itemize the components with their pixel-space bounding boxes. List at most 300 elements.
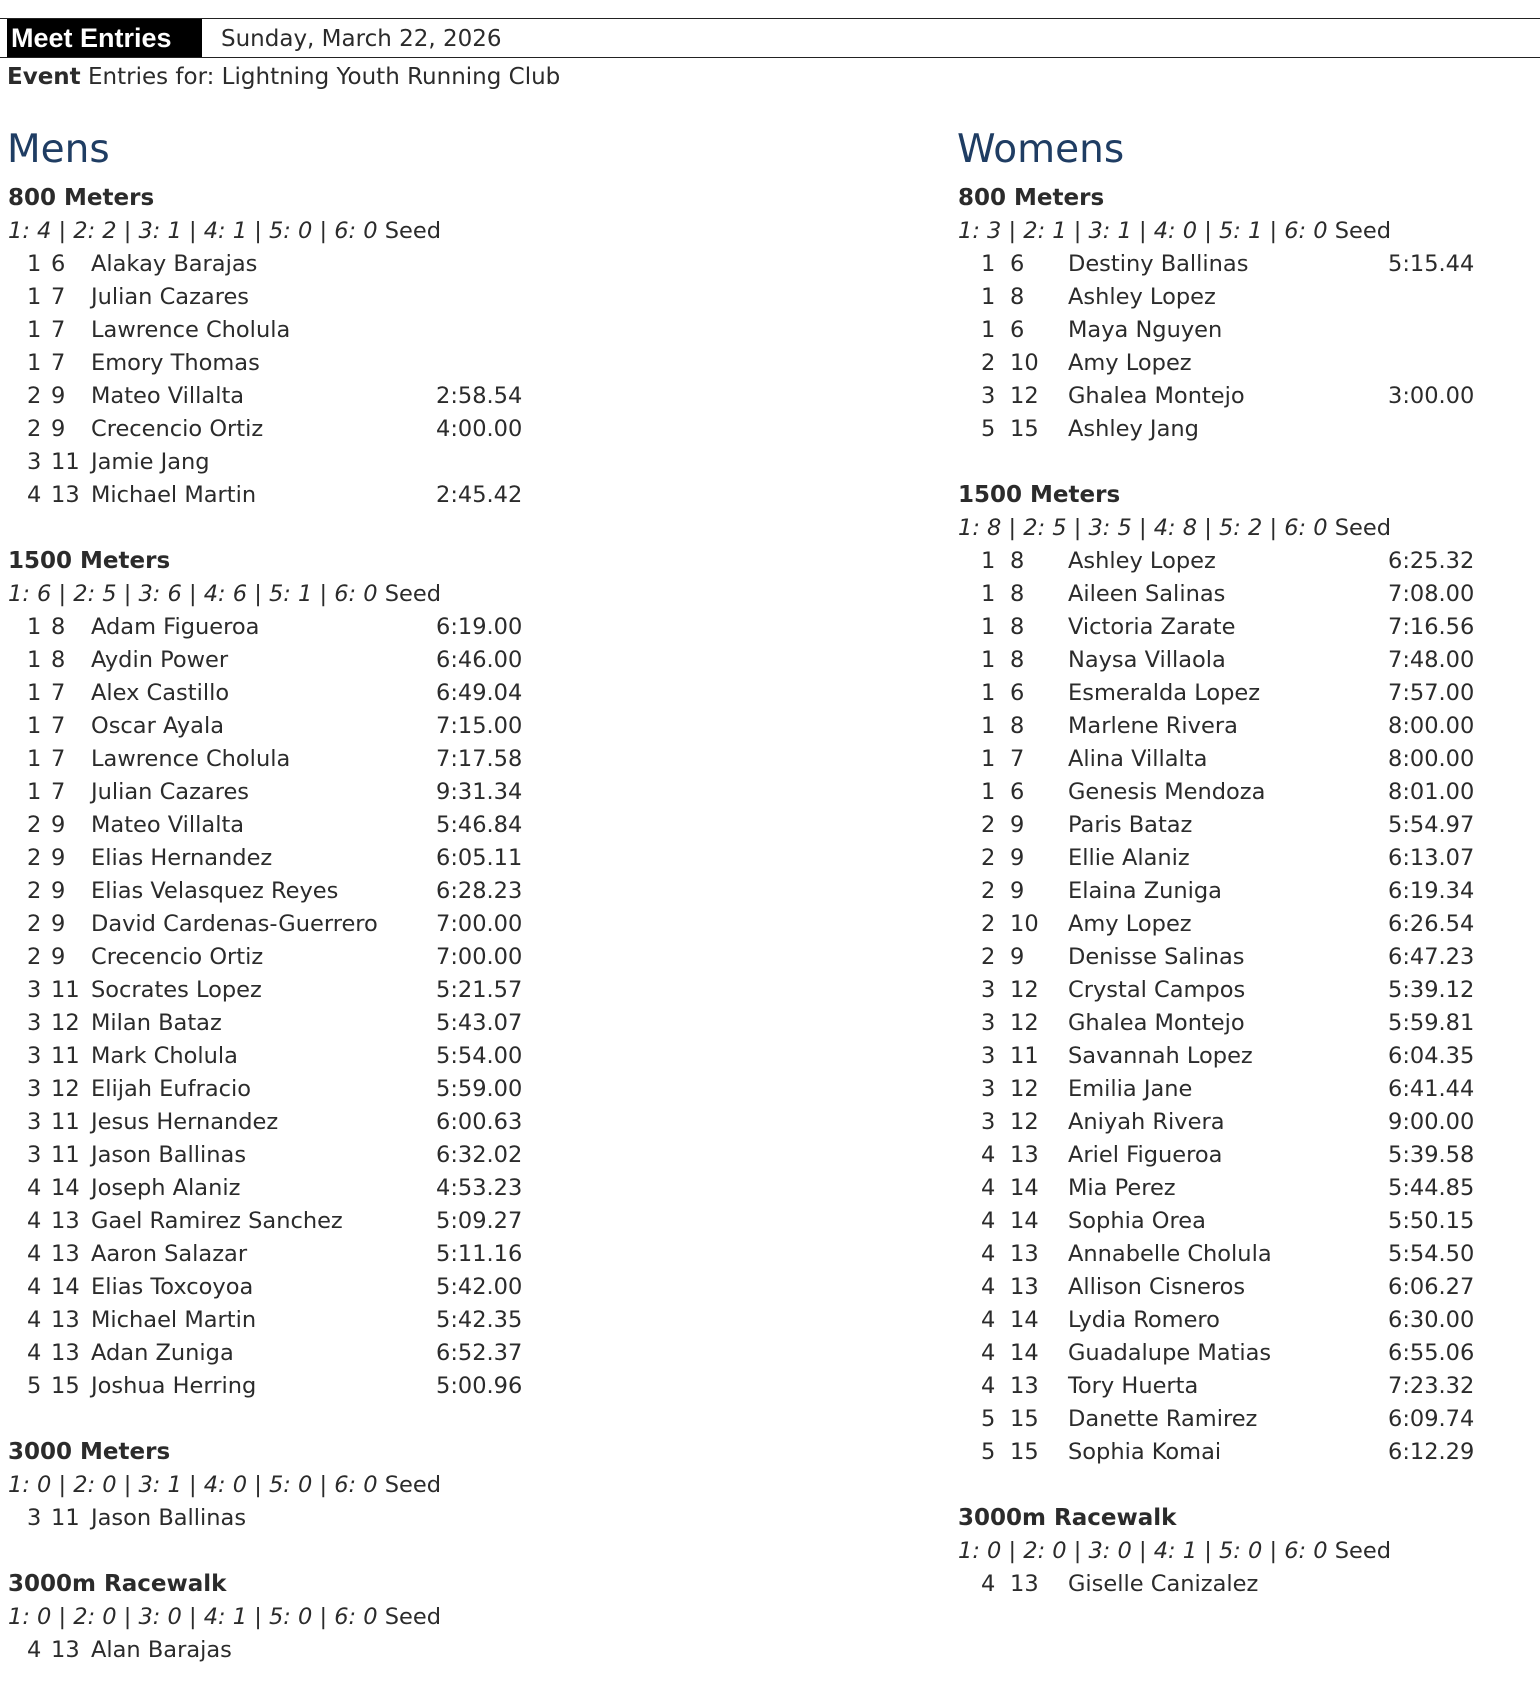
entry-seed: 5:09.27	[436, 1208, 523, 1234]
event-summary-line	[958, 512, 1538, 545]
entry-age: 9	[1010, 878, 1025, 904]
entry-row	[8, 1304, 908, 1337]
entry-grade: 5	[27, 1373, 42, 1399]
entry-row	[958, 281, 1538, 314]
entry-name: Oscar Ayala	[91, 713, 225, 739]
entry-grade: 1	[27, 713, 42, 739]
entry-name: Aaron Salazar	[91, 1241, 248, 1267]
entry-grade: 3	[981, 1109, 996, 1135]
entry-age: 12	[51, 1076, 80, 1102]
entry-grade: 5	[981, 1406, 996, 1432]
entry-grade: 1	[27, 779, 42, 805]
entry-grade: 1	[981, 284, 996, 310]
entry-seed: 7:23.32	[1388, 1373, 1475, 1399]
entry-name: Amy Lopez	[1068, 350, 1192, 376]
entry-name: Julian Cazares	[91, 284, 250, 310]
entry-age: 12	[1010, 1109, 1039, 1135]
entry-row	[958, 974, 1538, 1007]
entry-seed: 7:00.00	[436, 911, 523, 937]
entry-age: 9	[1010, 812, 1025, 838]
event-title: 3000m Racewalk	[8, 1571, 227, 1597]
entry-grade: 3	[981, 1010, 996, 1036]
entry-name: Ghalea Montejo	[1068, 1010, 1245, 1036]
entry-seed: 6:06.27	[1388, 1274, 1475, 1300]
entry-age: 9	[1010, 944, 1025, 970]
entry-age: 11	[51, 1043, 80, 1069]
entry-row	[958, 347, 1538, 380]
entry-seed: 7:08.00	[1388, 581, 1475, 607]
event-title: 800 Meters	[8, 185, 155, 211]
entry-row	[8, 1139, 908, 1172]
entry-name: Joseph Alaniz	[91, 1175, 241, 1201]
gender-title: Womens	[957, 127, 1125, 172]
entry-name: Alan Barajas	[91, 1637, 232, 1663]
seed-label: Seed	[1334, 515, 1392, 541]
entry-name: Mateo Villalta	[91, 812, 245, 838]
entry-seed: 6:09.74	[1388, 1406, 1475, 1432]
entry-age: 8	[1010, 614, 1025, 640]
entry-row	[8, 1337, 908, 1370]
entry-row	[958, 380, 1538, 413]
entry-grade: 3	[981, 977, 996, 1003]
entry-age: 7	[51, 317, 66, 343]
entry-age: 13	[51, 482, 80, 508]
entry-seed: 5:44.85	[1388, 1175, 1475, 1201]
entry-name: Destiny Ballinas	[1068, 251, 1249, 277]
entry-row	[8, 908, 908, 941]
entry-row	[958, 1073, 1538, 1106]
entry-age: 14	[1010, 1340, 1039, 1366]
entry-grade: 3	[27, 1109, 42, 1135]
entry-row	[8, 248, 908, 281]
entry-name: Savannah Lopez	[1068, 1043, 1253, 1069]
entry-row	[958, 1370, 1538, 1403]
entry-seed: 5:21.57	[436, 977, 523, 1003]
entry-seed: 6:46.00	[436, 647, 523, 673]
entry-age: 7	[1010, 746, 1025, 772]
entry-seed: 7:17.58	[436, 746, 523, 772]
seed-label: Seed	[384, 1472, 442, 1498]
entry-grade: 3	[27, 1142, 42, 1168]
event-summary-line	[8, 1469, 908, 1502]
entry-seed: 6:30.00	[1388, 1307, 1475, 1333]
entry-row	[8, 743, 908, 776]
entry-name: Joshua Herring	[91, 1373, 257, 1399]
entry-grade: 3	[27, 1043, 42, 1069]
entry-age: 8	[1010, 581, 1025, 607]
entry-age: 14	[1010, 1175, 1039, 1201]
entry-name: Crecencio Ortiz	[91, 944, 264, 970]
entry-age: 10	[1010, 911, 1039, 937]
entry-grade: 4	[981, 1175, 996, 1201]
entry-seed: 6:47.23	[1388, 944, 1475, 970]
entry-age: 12	[1010, 383, 1039, 409]
entry-grade: 1	[981, 647, 996, 673]
entry-grade: 3	[981, 383, 996, 409]
entry-name: Aniyah Rivera	[1068, 1109, 1225, 1135]
entry-row	[8, 1106, 908, 1139]
entry-row	[958, 644, 1538, 677]
entry-row	[958, 710, 1538, 743]
event-section	[958, 182, 1538, 479]
entry-row	[8, 1271, 908, 1304]
entry-row	[8, 1073, 908, 1106]
entry-seed: 6:12.29	[1388, 1439, 1475, 1465]
event-title: 1500 Meters	[8, 548, 171, 574]
entry-age: 8	[1010, 548, 1025, 574]
entry-seed: 5:42.35	[436, 1307, 523, 1333]
entry-age: 9	[51, 845, 66, 871]
entry-seed: 5:39.12	[1388, 977, 1475, 1003]
entry-row	[8, 380, 908, 413]
event-summary-line	[8, 215, 908, 248]
entry-age: 9	[51, 944, 66, 970]
entry-name: Sophia Orea	[1068, 1208, 1206, 1234]
entry-name: Guadalupe Matias	[1068, 1340, 1272, 1366]
womens-column	[958, 118, 1538, 1634]
entry-row	[8, 1040, 908, 1073]
entry-row	[958, 875, 1538, 908]
entry-grade: 2	[981, 812, 996, 838]
entry-age: 13	[1010, 1373, 1039, 1399]
entry-grade: 3	[27, 977, 42, 1003]
event-section	[8, 1568, 908, 1700]
entry-grade: 2	[27, 383, 42, 409]
entry-seed: 6:55.06	[1388, 1340, 1475, 1366]
entry-row	[958, 1337, 1538, 1370]
entry-seed: 5:00.96	[436, 1373, 523, 1399]
entry-age: 9	[51, 812, 66, 838]
entry-row	[958, 1304, 1538, 1337]
entry-row	[958, 1271, 1538, 1304]
entry-grade: 1	[981, 779, 996, 805]
entry-seed: 6:32.02	[436, 1142, 523, 1168]
entry-age: 13	[51, 1208, 80, 1234]
entry-row	[8, 1502, 908, 1535]
entry-age: 7	[51, 350, 66, 376]
entry-age: 10	[1010, 350, 1039, 376]
entry-seed: 7:16.56	[1388, 614, 1475, 640]
entry-name: Elias Hernandez	[91, 845, 273, 871]
entry-name: Marlene Rivera	[1068, 713, 1238, 739]
entry-name: Paris Bataz	[1068, 812, 1193, 838]
event-summary-line	[958, 1535, 1538, 1568]
entry-grade: 4	[27, 482, 42, 508]
entry-grade: 4	[981, 1307, 996, 1333]
entry-row	[958, 809, 1538, 842]
entry-grade: 3	[981, 1043, 996, 1069]
entry-name: Crecencio Ortiz	[91, 416, 264, 442]
entry-name: Denisse Salinas	[1068, 944, 1245, 970]
entry-name: Socrates Lopez	[91, 977, 262, 1003]
entry-grade: 1	[27, 251, 42, 277]
entry-age: 9	[51, 911, 66, 937]
entry-name: Emilia Jane	[1068, 1076, 1193, 1102]
entry-seed: 7:48.00	[1388, 647, 1475, 673]
brand-label: Meet Entries	[7, 19, 202, 57]
entry-name: Ariel Figueroa	[1068, 1142, 1223, 1168]
entry-name: Lydia Romero	[1068, 1307, 1220, 1333]
seed-label: Seed	[384, 218, 442, 244]
entry-seed: 4:53.23	[436, 1175, 523, 1201]
entry-name: Elias Velasquez Reyes	[91, 878, 339, 904]
entry-name: Lawrence Cholula	[91, 317, 291, 343]
entry-seed: 8:00.00	[1388, 713, 1475, 739]
entry-seed: 6:25.32	[1388, 548, 1475, 574]
event-section	[958, 479, 1538, 1502]
seed-label: Seed	[1334, 218, 1392, 244]
grade-summary: 1: 6 | 2: 5 | 3: 6 | 4: 6 | 5: 1 | 6: 0	[8, 581, 378, 607]
entry-age: 11	[51, 1109, 80, 1135]
entry-name: Emory Thomas	[91, 350, 260, 376]
entry-grade: 1	[981, 614, 996, 640]
entry-name: Gael Ramirez Sanchez	[91, 1208, 343, 1234]
page-header	[0, 18, 1540, 58]
entry-grade: 2	[981, 878, 996, 904]
entry-grade: 4	[981, 1208, 996, 1234]
entry-seed: 7:15.00	[436, 713, 523, 739]
entry-age: 11	[51, 1142, 80, 1168]
entry-grade: 4	[981, 1340, 996, 1366]
entry-grade: 1	[981, 548, 996, 574]
entry-grade: 2	[27, 911, 42, 937]
entry-age: 12	[1010, 1076, 1039, 1102]
entry-age: 15	[1010, 1406, 1039, 1432]
entry-row	[958, 842, 1538, 875]
event-spacer	[8, 1403, 908, 1436]
entry-age: 11	[51, 1505, 80, 1531]
event-spacer	[958, 1601, 1538, 1634]
entry-row	[8, 875, 908, 908]
entry-age: 14	[1010, 1208, 1039, 1234]
entry-grade: 1	[27, 746, 42, 772]
entry-age: 8	[51, 614, 66, 640]
grade-summary: 1: 3 | 2: 1 | 3: 1 | 4: 0 | 5: 1 | 6: 0	[958, 218, 1328, 244]
entry-name: Alina Villalta	[1068, 746, 1208, 772]
entry-row	[8, 1007, 908, 1040]
entry-name: Mia Perez	[1068, 1175, 1176, 1201]
entry-seed: 6:28.23	[436, 878, 523, 904]
entry-row	[8, 413, 908, 446]
entry-seed: 5:15.44	[1388, 251, 1475, 277]
entry-seed: 6:41.44	[1388, 1076, 1475, 1102]
entry-name: Michael Martin	[91, 482, 257, 508]
entry-age: 7	[51, 284, 66, 310]
entry-row	[8, 1238, 908, 1271]
entry-seed: 5:59.00	[436, 1076, 523, 1102]
entry-grade: 1	[27, 317, 42, 343]
entry-seed: 5:42.00	[436, 1274, 523, 1300]
entry-grade: 2	[981, 944, 996, 970]
entry-row	[8, 479, 908, 512]
entry-age: 7	[51, 713, 66, 739]
entry-row	[958, 743, 1538, 776]
entry-name: Tory Huerta	[1068, 1373, 1199, 1399]
entry-age: 12	[1010, 1010, 1039, 1036]
entry-seed: 5:50.15	[1388, 1208, 1475, 1234]
entry-grade: 2	[27, 878, 42, 904]
entry-seed: 6:49.04	[436, 680, 523, 706]
event-summary-line	[958, 215, 1538, 248]
entry-grade: 1	[27, 284, 42, 310]
entry-grade: 1	[981, 581, 996, 607]
entry-row	[958, 1403, 1538, 1436]
entry-age: 15	[51, 1373, 80, 1399]
grade-summary: 1: 0 | 2: 0 | 3: 0 | 4: 1 | 5: 0 | 6: 0	[8, 1604, 378, 1630]
entry-age: 13	[51, 1241, 80, 1267]
entry-grade: 4	[27, 1274, 42, 1300]
event-title: 800 Meters	[958, 185, 1105, 211]
entry-grade: 4	[981, 1571, 996, 1597]
entry-grade: 2	[981, 845, 996, 871]
event-spacer	[8, 1535, 908, 1568]
entry-grade: 5	[981, 1439, 996, 1465]
entry-grade: 3	[981, 1076, 996, 1102]
entry-name: Giselle Canizalez	[1068, 1571, 1259, 1597]
entry-grade: 2	[27, 845, 42, 871]
entry-seed: 5:54.97	[1388, 812, 1475, 838]
entry-seed: 5:59.81	[1388, 1010, 1475, 1036]
entry-grade: 3	[27, 449, 42, 475]
entry-age: 9	[1010, 845, 1025, 871]
grade-summary: 1: 8 | 2: 5 | 3: 5 | 4: 8 | 5: 2 | 6: 0	[958, 515, 1328, 541]
meet-date: Sunday, March 22, 2026	[221, 26, 502, 52]
entry-seed: 5:43.07	[436, 1010, 523, 1036]
entry-grade: 1	[981, 680, 996, 706]
entry-age: 13	[51, 1637, 80, 1663]
entry-name: Jason Ballinas	[91, 1142, 247, 1168]
entry-age: 11	[51, 977, 80, 1003]
entry-row	[8, 776, 908, 809]
entry-row	[958, 1172, 1538, 1205]
entry-age: 9	[51, 878, 66, 904]
entry-row	[958, 908, 1538, 941]
entry-age: 9	[51, 383, 66, 409]
entry-seed: 7:57.00	[1388, 680, 1475, 706]
entry-age: 11	[51, 449, 80, 475]
entry-grade: 3	[27, 1010, 42, 1036]
subtitle-bold: Event	[7, 64, 81, 90]
entry-grade: 2	[27, 944, 42, 970]
entry-age: 13	[51, 1340, 80, 1366]
entry-grade: 4	[27, 1208, 42, 1234]
grade-summary: 1: 4 | 2: 2 | 3: 1 | 4: 1 | 5: 0 | 6: 0	[8, 218, 378, 244]
entry-name: Lawrence Cholula	[91, 746, 291, 772]
entry-row	[8, 644, 908, 677]
entry-name: Jamie Jang	[91, 449, 210, 475]
entry-seed: 3:00.00	[1388, 383, 1475, 409]
entry-grade: 2	[27, 416, 42, 442]
entry-age: 14	[1010, 1307, 1039, 1333]
entry-grade: 2	[981, 350, 996, 376]
entry-name: David Cardenas-Guerrero	[91, 911, 378, 937]
entry-grade: 1	[981, 713, 996, 739]
entry-age: 9	[51, 416, 66, 442]
entry-seed: 2:58.54	[436, 383, 523, 409]
entry-row	[958, 248, 1538, 281]
entry-grade: 4	[981, 1373, 996, 1399]
entry-age: 14	[51, 1175, 80, 1201]
entry-name: Ashley Jang	[1068, 416, 1199, 442]
entry-row	[958, 1106, 1538, 1139]
entry-grade: 4	[27, 1175, 42, 1201]
entry-seed: 7:00.00	[436, 944, 523, 970]
entry-name: Amy Lopez	[1068, 911, 1192, 937]
entry-grade: 2	[981, 911, 996, 937]
entry-seed: 9:31.34	[436, 779, 523, 805]
entry-grade: 5	[981, 416, 996, 442]
entry-row	[8, 611, 908, 644]
entry-name: Mark Cholula	[91, 1043, 238, 1069]
entry-grade: 1	[27, 350, 42, 376]
subtitle-text: Entries for: Lightning Youth Running Club	[80, 64, 561, 90]
entry-age: 13	[1010, 1274, 1039, 1300]
entry-seed: 8:01.00	[1388, 779, 1475, 805]
entry-age: 7	[51, 746, 66, 772]
event-title: 3000 Meters	[8, 1439, 171, 1465]
entry-row	[958, 1139, 1538, 1172]
gender-title: Mens	[7, 127, 110, 172]
entry-row	[8, 281, 908, 314]
entry-age: 13	[1010, 1571, 1039, 1597]
entry-grade: 4	[981, 1274, 996, 1300]
entry-row	[958, 941, 1538, 974]
entry-age: 6	[1010, 317, 1025, 343]
entry-name: Adan Zuniga	[91, 1340, 234, 1366]
entry-age: 7	[51, 680, 66, 706]
entry-row	[958, 1007, 1538, 1040]
event-section	[8, 1436, 908, 1568]
seed-label: Seed	[384, 1604, 442, 1630]
entry-name: Ashley Lopez	[1068, 284, 1216, 310]
entry-age: 11	[1010, 1043, 1039, 1069]
entry-age: 13	[1010, 1142, 1039, 1168]
entry-age: 13	[1010, 1241, 1039, 1267]
entry-name: Sophia Komai	[1068, 1439, 1222, 1465]
entry-seed: 6:26.54	[1388, 911, 1475, 937]
entry-name: Ashley Lopez	[1068, 548, 1216, 574]
entry-grade: 1	[981, 317, 996, 343]
entry-grade: 4	[27, 1241, 42, 1267]
entry-row	[8, 314, 908, 347]
entry-age: 14	[51, 1274, 80, 1300]
entry-row	[8, 1634, 908, 1667]
entry-age: 8	[1010, 713, 1025, 739]
entry-name: Victoria Zarate	[1068, 614, 1236, 640]
entry-seed: 5:11.16	[436, 1241, 523, 1267]
entry-grade: 2	[27, 812, 42, 838]
event-spacer	[8, 512, 908, 545]
entry-grade: 1	[981, 251, 996, 277]
entry-name: Julian Cazares	[91, 779, 250, 805]
entry-row	[958, 578, 1538, 611]
entry-name: Milan Bataz	[91, 1010, 222, 1036]
entry-name: Jesus Hernandez	[91, 1109, 279, 1135]
entry-row	[958, 413, 1538, 446]
entry-grade: 4	[27, 1637, 42, 1663]
entry-seed: 5:54.00	[436, 1043, 523, 1069]
entry-seed: 6:52.37	[436, 1340, 523, 1366]
entry-seed: 6:05.11	[436, 845, 523, 871]
entry-row	[958, 1040, 1538, 1073]
page-subtitle	[7, 60, 560, 95]
event-section	[8, 545, 908, 1436]
entry-name: Maya Nguyen	[1068, 317, 1223, 343]
entry-age: 6	[51, 251, 66, 277]
entry-name: Crystal Campos	[1068, 977, 1246, 1003]
grade-summary: 1: 0 | 2: 0 | 3: 1 | 4: 0 | 5: 0 | 6: 0	[8, 1472, 378, 1498]
entry-grade: 1	[27, 647, 42, 673]
